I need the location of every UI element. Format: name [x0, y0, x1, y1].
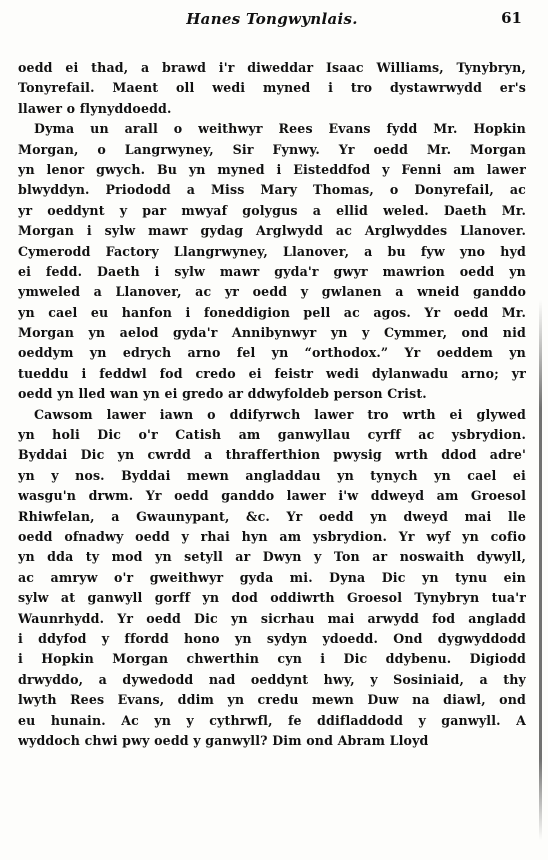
text-line: Morgan, o Langrwyney, Sir Fynwy. Yr oedd Mr. Morgan	[18, 141, 526, 157]
text-line: yn holi Dic o'r Catish am ganwyllau cyrff ac ysbrydion.	[18, 427, 526, 443]
text-line: llawer o flynyddoedd.	[18, 100, 172, 116]
text-line: Waunrhydd. Yr oedd Dic yn sicrhau mai arwydd fod angladd	[18, 610, 526, 626]
text-line: lwyth Rees Evans, ddim yn credu mewn Duw na diawl, ond	[18, 692, 526, 708]
body-text	[18, 58, 526, 751]
text-line: Morgan i sylw mawr gydag Arglwydd ac Arglwyddes Llanover.	[18, 223, 526, 239]
text-line: Cawsom lawer iawn o ddifyrwch lawer tro wrth ei glywed	[34, 406, 526, 422]
page-header	[18, 6, 526, 34]
text-line: Dyma un arall o weithwyr Rees Evans fydd Mr. Hopkin	[34, 121, 526, 137]
text-line: Cymerodd Factory Llangrwyney, Llanover, a bu fyw yno hyd	[18, 243, 526, 259]
text-line: oedd ofnadwy oedd y rhai hyn am ysbrydion. Yr wyf yn cofio	[18, 528, 526, 544]
text-line: yn dda ty mod yn setyll ar Dwyn y Ton ar noswaith dywyll,	[18, 549, 526, 565]
text-line: yn y nos. Byddai mewn angladdau yn tynych yn cael ei	[18, 467, 526, 483]
paragraph	[18, 58, 526, 119]
text-line: yr oeddynt y par mwyaf golygus a ellid weled. Daeth Mr.	[18, 202, 526, 218]
text-line: yn lenor gwych. Bu yn myned i Eisteddfod y Fenni am lawer	[18, 161, 526, 177]
paragraph	[18, 405, 526, 752]
running-title: Hanes Tongwynlais.	[186, 10, 358, 28]
text-line: yn cael eu hanfon i foneddigion pell ac agos. Yr oedd Mr.	[18, 304, 526, 320]
page-edge-shadow	[539, 300, 542, 840]
text-line: oedd ei thad, a brawd i'r diweddar Isaac Williams, Tynybryn,	[18, 60, 526, 75]
text-line: Rhiwfelan, a Gwaunypant, &c. Yr oedd yn dweyd mai lle	[18, 508, 526, 524]
text-line: wyddoch chwi pwy oedd y ganwyll? Dim ond Abram Lloyd	[18, 732, 429, 748]
text-line: i ddyfod y ffordd hono yn sydyn ydoedd. Ond dygwyddodd	[18, 630, 526, 646]
text-line: ymweled a Llanover, ac yr oedd y gwlanen a wneid ganddo	[18, 284, 526, 300]
text-line: tueddu i feddwl fod credo ei feistr wedi dylanwadu arno; yr	[18, 365, 526, 381]
text-line: Tonyrefail. Maent oll wedi myned i tro dystawrwydd er's	[18, 80, 526, 96]
text-line: oedd yn lled wan yn ei gredo ar ddwyfoldeb person Crist.	[18, 386, 427, 402]
text-line: i Hopkin Morgan chwerthin cyn i Dic ddybenu. Digiodd	[18, 651, 526, 667]
text-line: blwyddyn. Priododd a Miss Mary Thomas, o Donyrefail, ac	[18, 182, 526, 198]
text-line: Byddai Dic yn cwrdd a thrafferthion pwysig wrth ddod adre'	[18, 447, 526, 463]
paragraph	[18, 119, 526, 404]
text-line: ei fedd. Daeth i sylw mawr gyda'r gwyr mawrion oedd yn	[18, 263, 526, 279]
page-number: 61	[501, 9, 522, 27]
text-line: ac amryw o'r gweithwyr gyda mi. Dyna Dic yn tynu ein	[18, 569, 526, 585]
text-line: sylw at ganwyll gorff yn dod oddiwrth Groesol Tynybryn tua'r	[18, 590, 526, 606]
text-line: oeddym yn edrych arno fel yn “orthodox.” Yr oeddem yn	[18, 345, 526, 361]
text-line: Morgan yn aelod gyda'r Annibynwyr yn y Cymmer, ond nid	[18, 325, 526, 341]
text-line: eu hunain. Ac yn y cythrwfl, fe ddifladdodd y ganwyll. A	[18, 712, 526, 728]
text-line: drwyddo, a dywedodd nad oeddynt hwy, y Sosiniaid, a thy	[18, 671, 526, 687]
text-line: wasgu'n drwm. Yr oedd ganddo lawer i'w ddweyd am Groesol	[18, 488, 526, 504]
